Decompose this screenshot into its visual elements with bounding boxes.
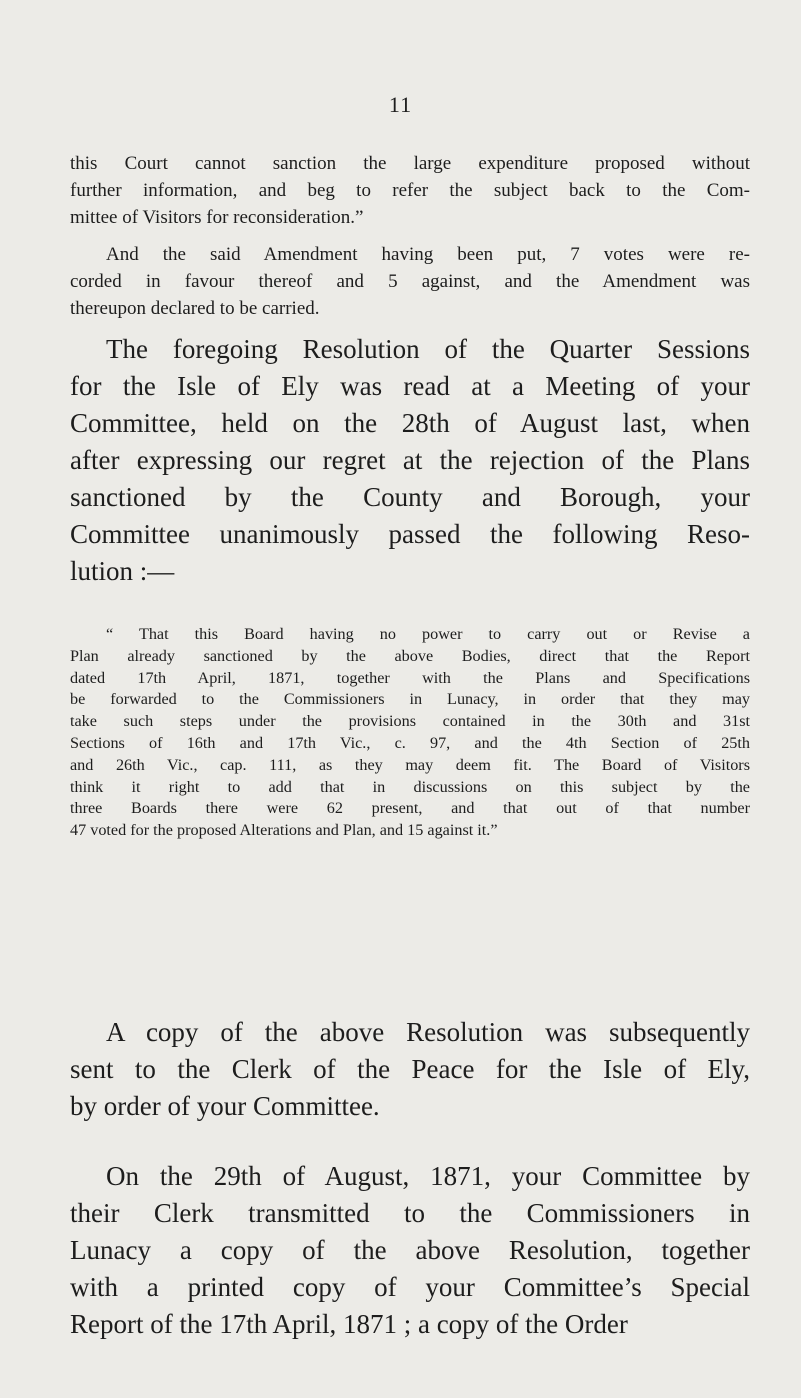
text-line: sanctioned by the County and Borough, your [70, 482, 750, 512]
text-line: “ That this Board having no power to carry out or Revise a [106, 625, 750, 643]
text-line: Plan already sanctioned by the above Bodies, direct that the Report [70, 646, 750, 665]
text-line: think it right to add that in discussions on this subject by the [70, 777, 750, 796]
text-line: take such steps under the provisions contained in the 30th and 31st [70, 712, 750, 731]
text-line: for the Isle of Ely was read at a Meeting of your [70, 371, 750, 401]
text-line: and 26th Vic., cap. 111, as they may deem fit. The Board of Visitors [70, 755, 750, 774]
text-line: corded in favour thereof and 5 against, and the Amendment was [70, 271, 750, 292]
text-line: by order of your Committee. [70, 1091, 380, 1121]
text-line: thereupon declared to be carried. [70, 298, 320, 319]
text-line: Committee, held on the 28th of August last, when [70, 408, 750, 438]
text-line: with a printed copy of your Committee’s Special [70, 1272, 750, 1302]
paragraph-transmitted [70, 1158, 750, 1343]
quoted-resolution [70, 624, 750, 842]
paragraph-amendment [70, 241, 750, 322]
text-line: The foregoing Resolution of the Quarter Sessions [106, 334, 750, 364]
text-line: after expressing our regret at the rejection of the Plans [70, 445, 750, 475]
text-line: 47 voted for the proposed Alterations and Plan, and 15 against it.” [70, 821, 498, 840]
text-line: Report of the 17th April, 1871 ; a copy of the Order [70, 1309, 628, 1339]
text-line: dated 17th April, 1871, together with the Plans and Specifications [70, 668, 750, 687]
text-line: lution :— [70, 556, 175, 586]
text-line: three Boards there were 62 present, and that out of that number [70, 799, 750, 818]
text-line: On the 29th of August, 1871, your Committee by [106, 1161, 750, 1191]
text-line: their Clerk transmitted to the Commissioners in [70, 1198, 750, 1228]
text-line: A copy of the above Resolution was subsequently [106, 1017, 750, 1047]
text-line: mittee of Visitors for reconsideration.” [70, 207, 364, 228]
paragraph-copy-sent [70, 1014, 750, 1125]
text-line: further information, and beg to refer the subject back to the Com- [70, 180, 750, 201]
text-line: And the said Amendment having been put, 7 votes were re- [106, 244, 750, 265]
text-line: this Court cannot sanction the large expenditure proposed without [70, 153, 750, 174]
page-number: 11 [388, 92, 413, 117]
text-line: Lunacy a copy of the above Resolution, together [70, 1235, 750, 1265]
text-line: be forwarded to the Commissioners in Lunacy, in order that they may [70, 690, 750, 709]
text-line: Committee unanimously passed the following Reso- [70, 519, 750, 549]
paragraph-resolution-read [70, 331, 750, 590]
paragraph-continuation [70, 150, 750, 231]
text-line: Sections of 16th and 17th Vic., c. 97, and the 4th Section of 25th [70, 733, 750, 752]
text-line: sent to the Clerk of the Peace for the Isle of Ely, [70, 1054, 750, 1084]
